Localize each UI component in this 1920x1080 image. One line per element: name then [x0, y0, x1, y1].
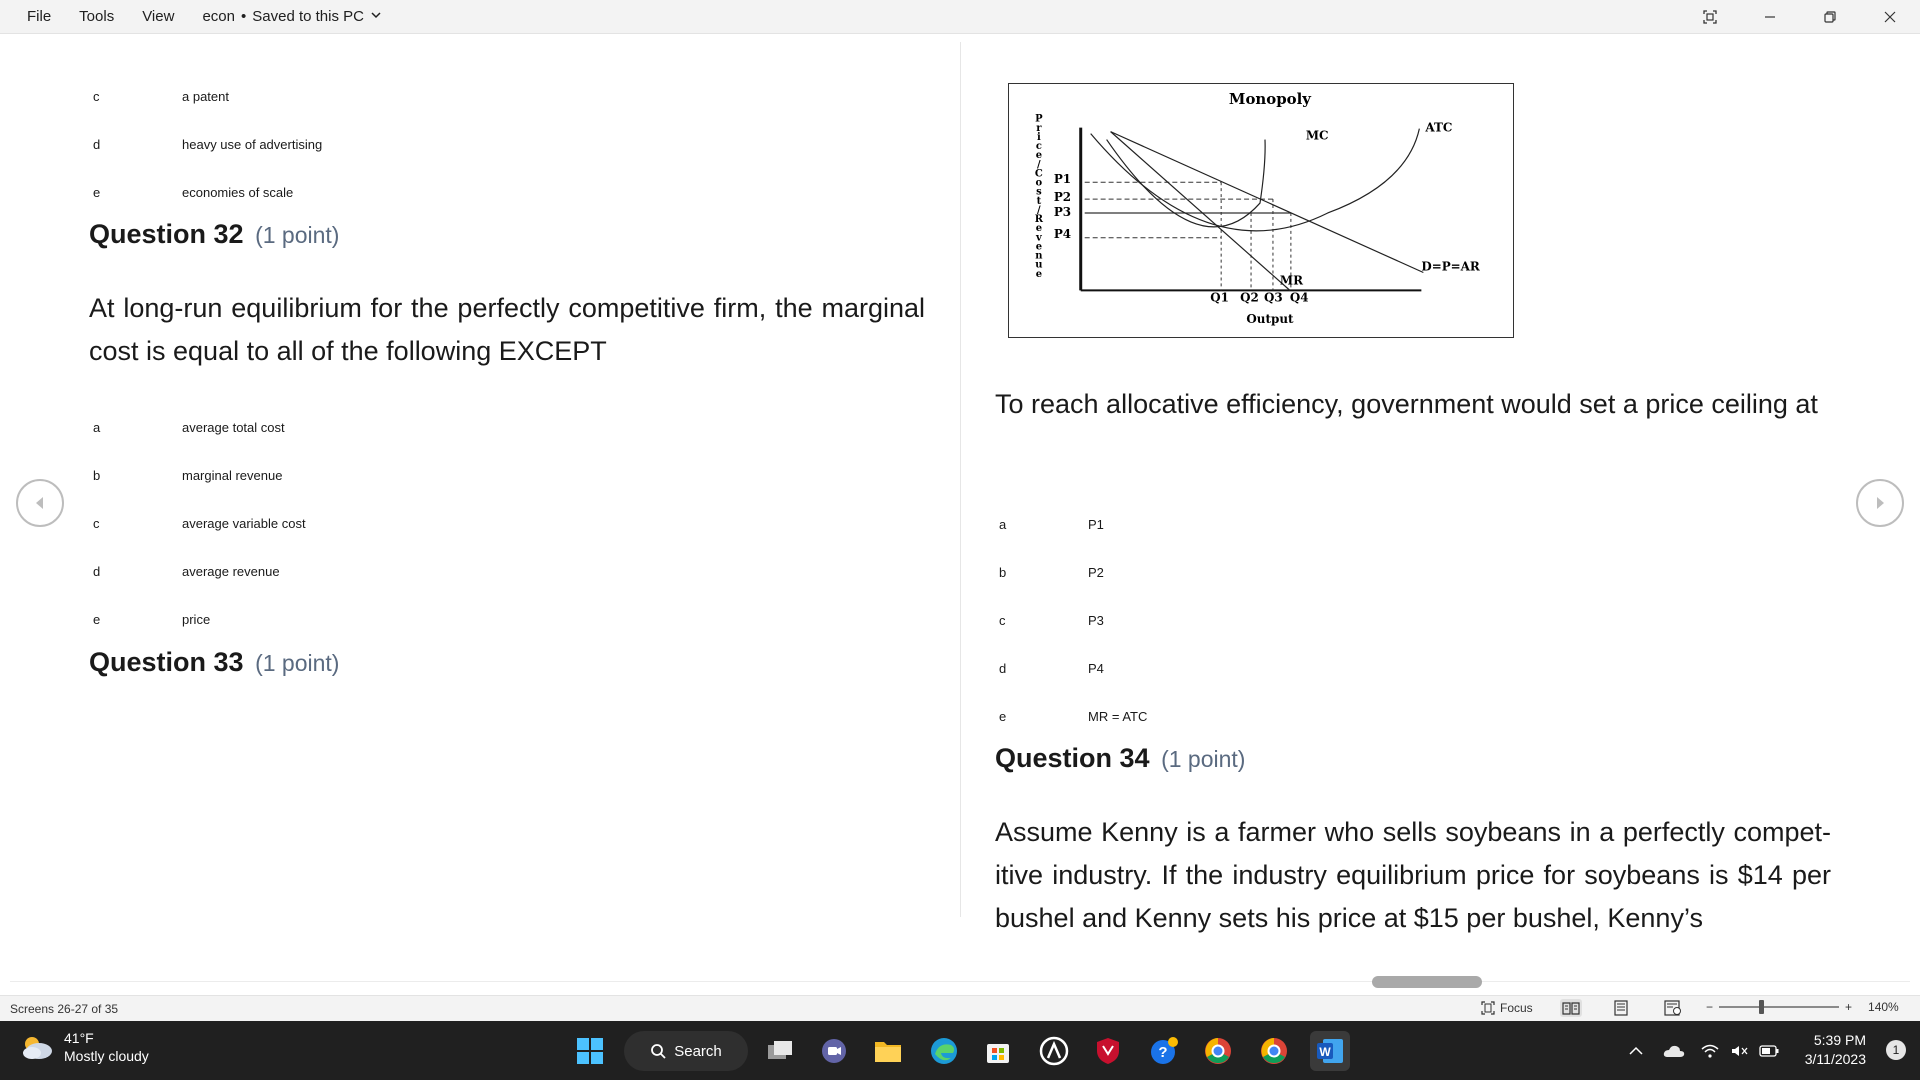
show-hidden-icons-button[interactable] [1618, 1046, 1654, 1056]
system-tray [1618, 1021, 1784, 1080]
option-letter: e [93, 612, 101, 627]
weather-widget[interactable] [20, 1029, 149, 1065]
chrome-button[interactable] [1198, 1031, 1238, 1071]
option-letter: b [999, 565, 1007, 580]
save-status: Saved to this PC [252, 7, 364, 25]
quantity-label-q2: Q2 [1240, 290, 1259, 305]
restore-button[interactable] [1800, 0, 1860, 34]
option-text: heavy use of advertising [182, 137, 323, 152]
focus-button[interactable] [1480, 1000, 1533, 1016]
document-title-dropdown[interactable] [188, 0, 396, 34]
close-button[interactable] [1860, 0, 1920, 34]
taskbar-search[interactable] [624, 1031, 748, 1071]
document-name: econ [202, 7, 235, 25]
search-icon [650, 1043, 666, 1059]
cloudy-weather-icon [20, 1033, 54, 1061]
x-axis-label: Output [1246, 312, 1294, 327]
option-letter: e [93, 185, 101, 200]
word-icon [1315, 1037, 1345, 1065]
question-title: Question 32 [89, 219, 244, 249]
store-icon [984, 1037, 1012, 1065]
option-letter: c [93, 516, 100, 531]
question-34-heading [995, 743, 1245, 774]
battery-button[interactable] [1754, 1045, 1784, 1057]
option-text: price [182, 612, 211, 627]
wifi-icon [1701, 1044, 1719, 1058]
word-button[interactable] [1310, 1031, 1350, 1071]
chevron-up-icon [1629, 1046, 1643, 1056]
minimize-icon [1763, 10, 1777, 24]
chevron-left-icon [32, 495, 48, 511]
next-page-button[interactable] [1856, 479, 1904, 527]
option-text: a patent [182, 89, 229, 104]
weather-condition: Mostly cloudy [64, 1048, 149, 1064]
taskbar [0, 1021, 1920, 1080]
screen-count: Screens 26-27 of 35 [10, 1002, 119, 1016]
question-points: (1 point) [1161, 746, 1246, 772]
quantity-label-q1: Q1 [1210, 290, 1229, 305]
close-icon [1883, 10, 1897, 24]
previous-page-button[interactable] [16, 479, 64, 527]
zoom-level[interactable]: 140% [1868, 1000, 1899, 1014]
shield-icon [1095, 1036, 1121, 1066]
temperature: 41°F [64, 1030, 94, 1046]
option-text: average variable cost [182, 516, 306, 531]
chrome-icon [1203, 1036, 1233, 1066]
option-text: P1 [1088, 517, 1104, 532]
read-mode-button[interactable] [1560, 999, 1582, 1017]
option-letter: c [999, 613, 1006, 628]
chrome-icon [1259, 1036, 1289, 1066]
atc-label: ATC [1425, 120, 1453, 135]
y-axis-label [1035, 114, 1044, 280]
price-label-p1: P1 [1053, 172, 1072, 187]
option-text: P2 [1088, 565, 1104, 580]
clock[interactable] [1805, 1031, 1866, 1069]
task-view-icon [766, 1039, 794, 1063]
folder-icon [873, 1038, 903, 1064]
mr-curve [1111, 132, 1290, 291]
chevron-right-icon [1872, 495, 1888, 511]
price-label-p2: P2 [1053, 190, 1072, 205]
monopoly-chart [1008, 83, 1514, 338]
quantity-label-q4: Q4 [1289, 290, 1309, 305]
book-icon [1562, 1001, 1580, 1015]
option-text: average revenue [182, 564, 280, 579]
price-label-p4: P4 [1053, 226, 1072, 241]
onedrive-button[interactable] [1654, 1044, 1694, 1058]
option-letter: d [93, 564, 101, 579]
cloud-icon [1663, 1044, 1685, 1058]
battery-icon [1759, 1045, 1779, 1057]
question-34-body: Assume Kenny is a farmer who sells soybeans in a perfectly compet-itive industry. If the industry equilibrium price for soybeans is $14 per bushel and Kenny sets his price at $15 per bushel, Kenny’s [995, 817, 1831, 933]
fit-screen-button[interactable] [1680, 0, 1740, 34]
web-layout-icon [1664, 1000, 1682, 1016]
chat-icon [820, 1037, 848, 1065]
option-text: P3 [1088, 613, 1104, 628]
muted-speaker-icon [1731, 1044, 1749, 1058]
edge-browser-button[interactable] [924, 1031, 964, 1071]
chrome-profile-button[interactable] [1254, 1031, 1294, 1071]
option-letter: c [93, 89, 100, 104]
option-letter: d [999, 661, 1007, 676]
fit-screen-icon [1703, 10, 1717, 24]
start-button[interactable] [570, 1031, 610, 1071]
option-letter: e [999, 709, 1007, 724]
file-explorer-button[interactable] [868, 1031, 908, 1071]
atc-curve [1091, 129, 1420, 231]
print-layout-button[interactable] [1610, 999, 1632, 1017]
chevron-down-icon [370, 0, 382, 34]
demand-curve [1111, 132, 1424, 273]
option-text: marginal revenue [182, 468, 283, 483]
y-axis-label-text: P r i c e / C o s t / R e v e n u e [1034, 113, 1044, 280]
scrollbar-thumb[interactable] [1372, 976, 1482, 988]
option-text: average total cost [182, 420, 285, 435]
scrollbar-track [10, 981, 1910, 982]
question-32-body: At long-run equilibrium for the perfectly competitive firm, the marginal cost is equal to all of the following EXCEPT [89, 293, 925, 366]
web-layout-button[interactable] [1662, 999, 1684, 1017]
option-letter: a [93, 420, 101, 435]
menu-tools[interactable]: Tools [79, 7, 115, 25]
antivirus-button[interactable] [1088, 1031, 1128, 1071]
minimize-button[interactable] [1740, 0, 1800, 34]
quantity-label-q3: Q3 [1263, 290, 1283, 305]
chart-title: Monopoly [1228, 89, 1312, 108]
title-bar [0, 0, 1920, 34]
question-points: (1 point) [255, 222, 340, 248]
question-title: Question 34 [995, 743, 1150, 773]
question-33-body: To reach allocative efficiency, government would set a price ceiling at [995, 389, 1818, 419]
task-view-button[interactable] [760, 1031, 800, 1071]
mr-label: MR [1279, 273, 1304, 288]
option-text: economies of scale [182, 185, 294, 200]
option-letter: d [93, 137, 101, 152]
horizontal-scrollbar[interactable] [0, 971, 1920, 995]
price-label-p3: P3 [1053, 204, 1072, 219]
wifi-button[interactable] [1694, 1044, 1726, 1058]
restore-icon [1823, 10, 1837, 24]
circle-app-icon [1039, 1036, 1069, 1066]
zoom-control [1706, 1000, 1899, 1014]
windows-icon [576, 1037, 604, 1065]
status-bar [0, 995, 1920, 1021]
microsoft-store-button[interactable] [978, 1031, 1018, 1071]
search-label: Search [674, 1042, 722, 1060]
help-button[interactable] [1144, 1031, 1184, 1071]
option-text: P4 [1088, 661, 1104, 676]
focus-label: Focus [1500, 1001, 1533, 1015]
date: 3/11/2023 [1804, 1051, 1866, 1067]
svg-text:?: ? [1158, 1044, 1168, 1061]
svg-text:W: W [1319, 1045, 1331, 1059]
page-divider [960, 42, 961, 917]
help-icon [1149, 1036, 1179, 1066]
question-32-heading [89, 219, 339, 250]
teams-chat-button[interactable] [814, 1031, 854, 1071]
zoom-out-button[interactable]: − [1706, 1000, 1714, 1014]
time: 5:39 PM [1813, 1032, 1866, 1048]
question-33-heading [89, 647, 339, 678]
notification-badge[interactable]: 1 [1886, 1040, 1906, 1060]
question-points: (1 point) [255, 650, 340, 676]
zoom-slider-thumb[interactable] [1759, 1000, 1764, 1014]
zoom-in-button[interactable]: + [1845, 1000, 1853, 1014]
edge-icon [929, 1036, 959, 1066]
title-separator: • [240, 7, 247, 25]
option-letter: b [93, 468, 101, 483]
demand-label: D=P=AR [1421, 259, 1480, 274]
app-button[interactable] [1034, 1031, 1074, 1071]
menu-file[interactable]: File [27, 7, 52, 25]
volume-button[interactable] [1726, 1044, 1754, 1058]
focus-icon [1480, 1000, 1496, 1016]
option-text: MR = ATC [1088, 709, 1148, 724]
page-icon [1614, 1000, 1628, 1016]
zoom-slider[interactable] [1719, 1006, 1839, 1008]
mc-label: MC [1305, 128, 1329, 143]
option-letter: a [999, 517, 1007, 532]
question-title: Question 33 [89, 647, 244, 677]
menu-view[interactable]: View [142, 7, 175, 25]
